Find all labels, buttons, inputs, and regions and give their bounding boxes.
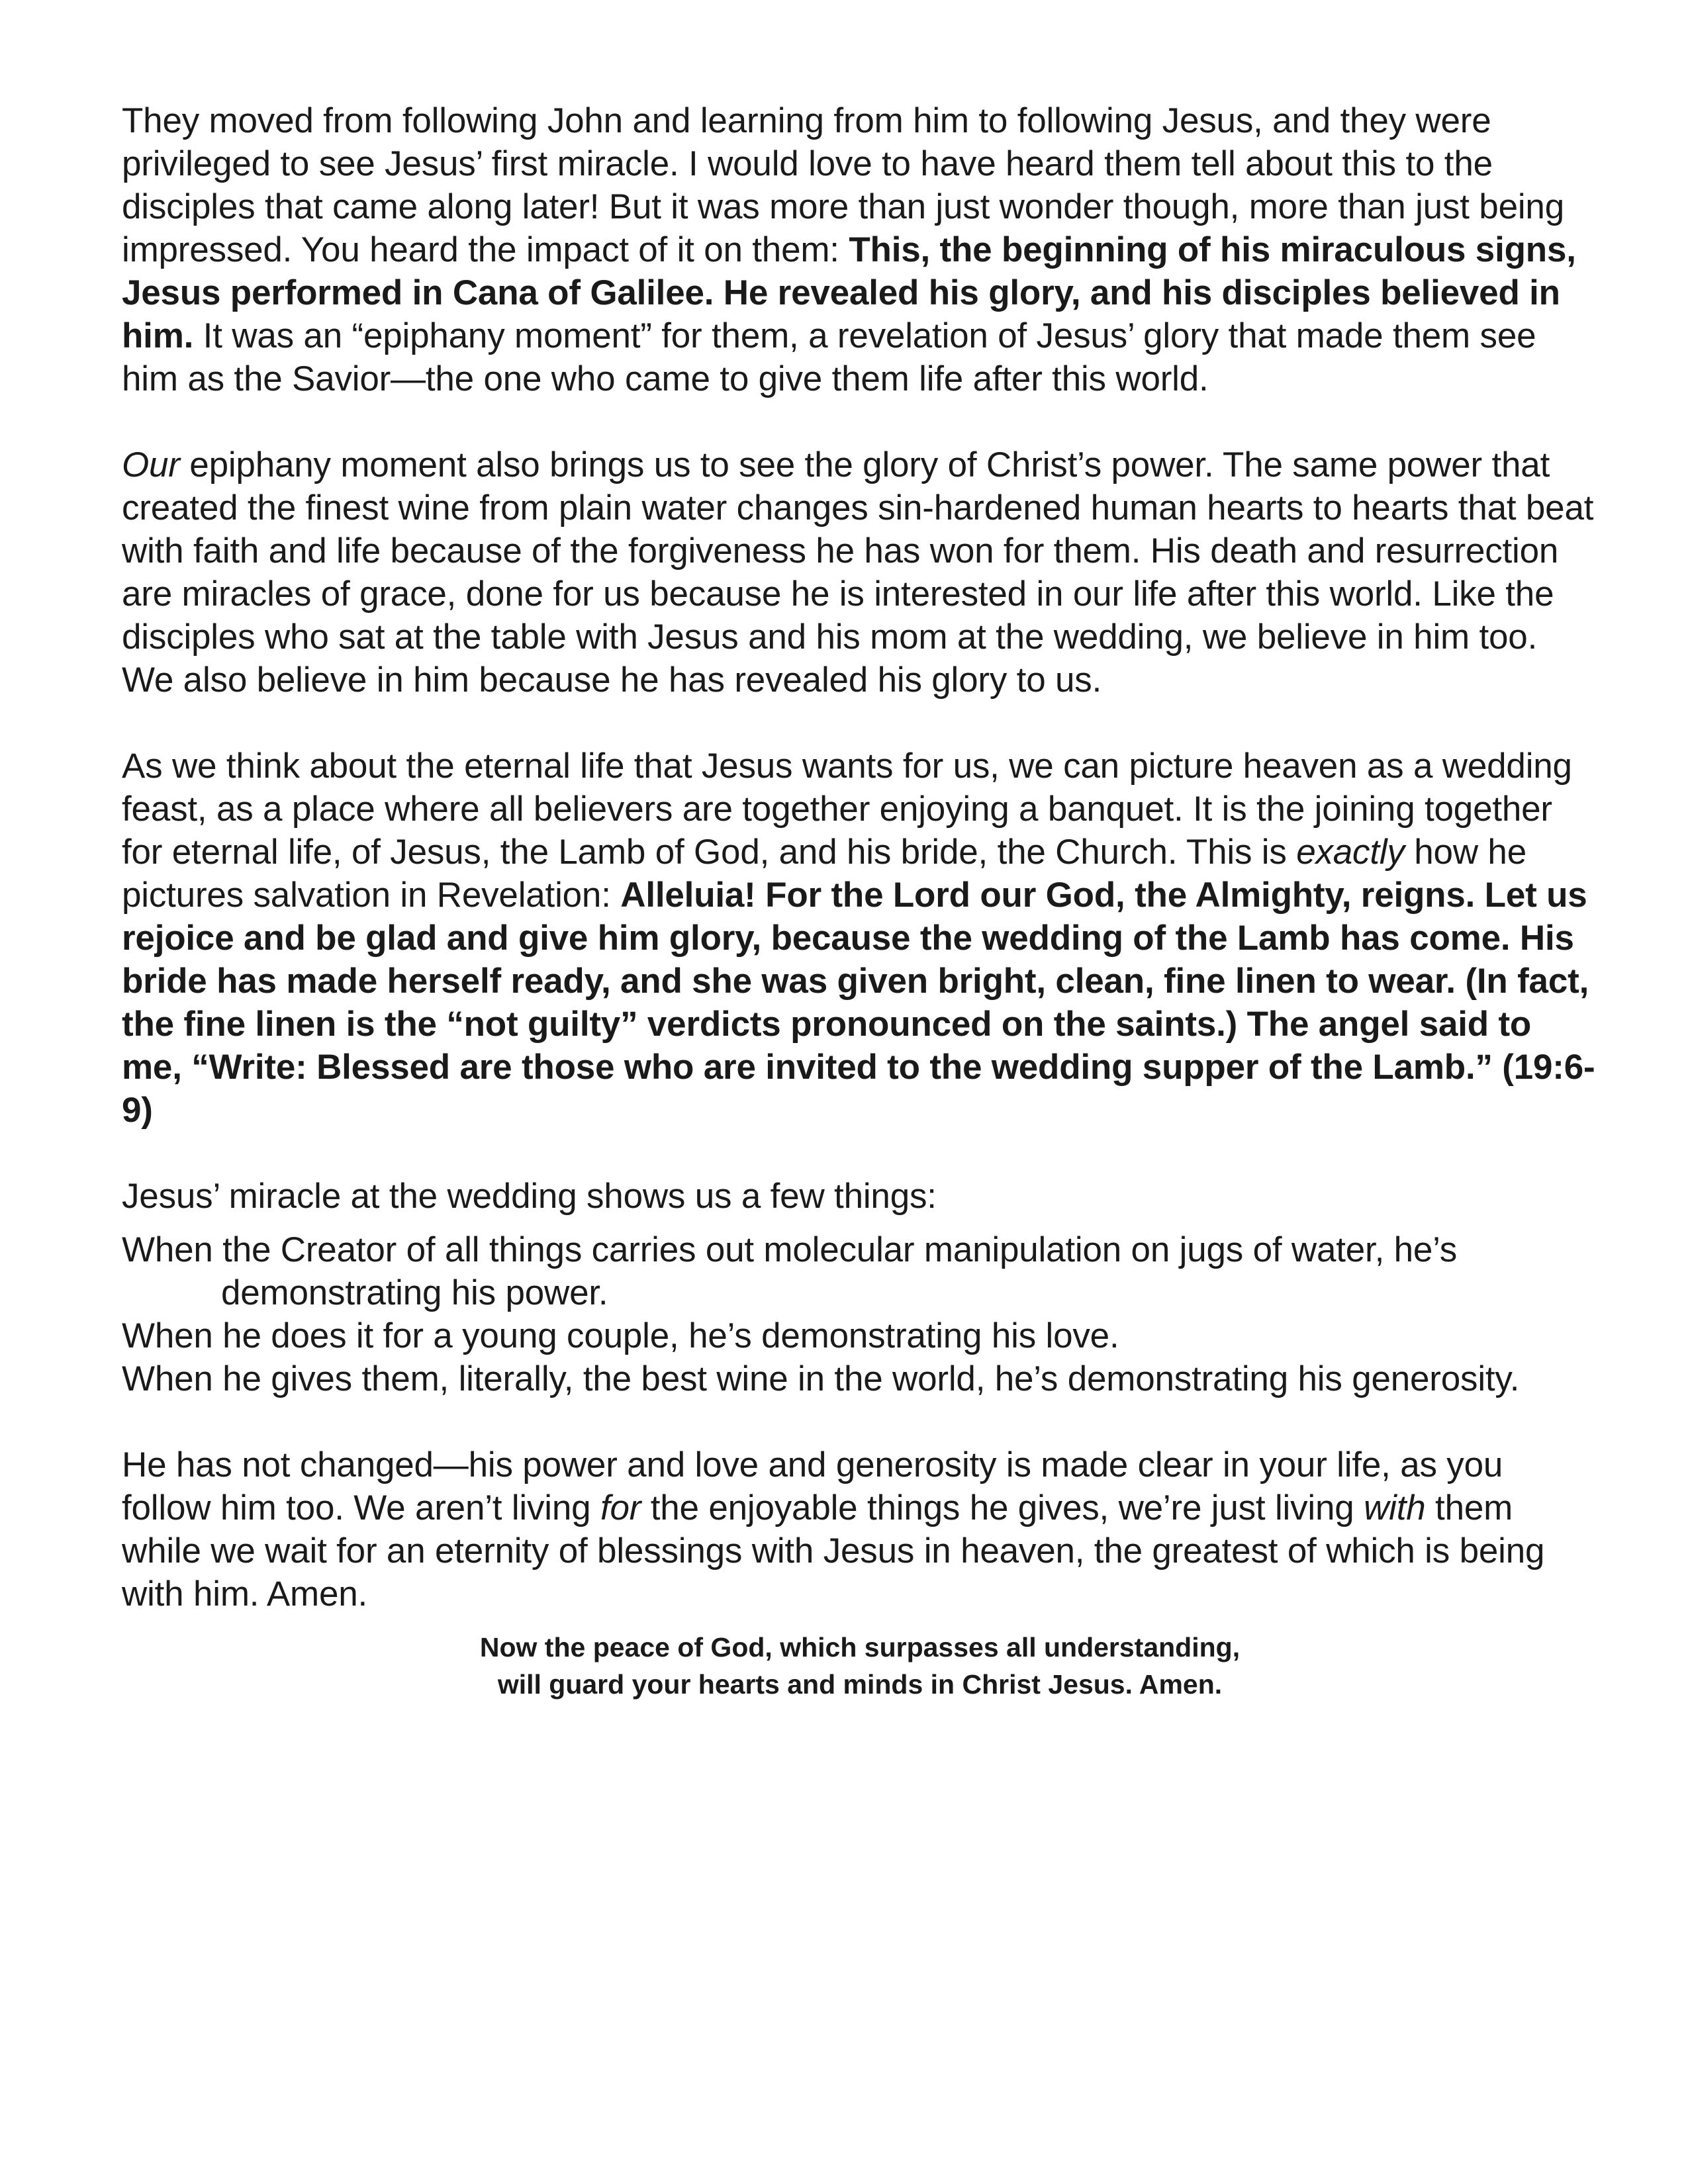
closing-benediction <box>122 1629 1598 1703</box>
paragraph-2 <box>122 443 1598 702</box>
closing-line-2: will guard your hearts and minds in Christ Jesus. Amen. <box>497 1669 1223 1700</box>
paragraph-text: He has not changed—his power and love and generosity is made clear in your life, as you follow him too. We aren’t living <box>122 1445 1503 1527</box>
emphasis-text: with <box>1364 1488 1426 1527</box>
list-item: When the Creator of all things carries out molecular manipulation on jugs of water, he’s demonstrating his power. <box>122 1230 1458 1312</box>
emphasis-text: Our <box>122 445 180 484</box>
scripture-quote: Alleluia! For the Lord our God, the Almighty, reigns. Let us rejoice and be glad and give him glory, because the wedding of the Lamb has come. His bride has made herself ready, and she was given bright, clean, fine linen to wear. (In fact, the fine linen is the “not guilty” verdicts pronounced on the saints.) The angel said to me, “Write: Blessed are those who are invited to the wedding supper of the Lamb.” (19:6-9) <box>122 876 1595 1130</box>
emphasis-text: exactly <box>1296 833 1405 872</box>
paragraph-text: As we think about the eternal life that Jesus wants for us, we can picture heaven as a wedding feast, as a place where all believers are together enjoying a banquet. It is the joining together for eternal life, of Jesus, the Lamb of God, and his bride, the Church. This is <box>122 747 1572 872</box>
things-list <box>122 1228 1598 1400</box>
paragraph-text: Jesus’ miracle at the wedding shows us a few things: <box>122 1177 937 1216</box>
emphasis-text: for <box>600 1488 641 1527</box>
paragraph-1 <box>122 99 1598 400</box>
paragraph-text: epiphany moment also brings us to see the glory of Christ’s power. The same power that created the finest wine from plain water changes sin-hardened human hearts to hearts that beat with faith and life because of the forgiveness he has won for them. His death and resurrection are miracles of grace, done for us because he is interested in our life after this world. Like the disciples who sat at the table with Jesus and his mom at the wedding, we believe in him too. We also believe in him because he has revealed his glory to us. <box>122 445 1594 700</box>
list-item: When he gives them, literally, the best wine in the world, he’s demonstrating his generosity. <box>122 1359 1520 1398</box>
final-paragraph <box>122 1443 1598 1615</box>
paragraph-text: the enjoyable things he gives, we’re just living <box>641 1488 1364 1527</box>
list-item: When he does it for a young couple, he’s demonstrating his love. <box>122 1316 1119 1355</box>
paragraph-text: them while we wait for an eternity of blessings with Jesus in heaven, the greatest of which is being with him. Amen. <box>122 1488 1545 1614</box>
paragraph-3 <box>122 745 1598 1132</box>
paragraph-4 <box>122 1175 1598 1218</box>
paragraph-text: how he pictures salvation in Revelation: <box>122 833 1526 915</box>
scripture-quote: This, the beginning of his miraculous signs, Jesus performed in Cana of Galilee. He revealed his glory, and his disciples believed in him. <box>122 230 1576 355</box>
paragraph-text: It was an “epiphany moment” for them, a revelation of Jesus’ glory that made them see him as the Savior—the one who came to give them life after this world. <box>122 316 1536 398</box>
paragraph-text: They moved from following John and learning from him to following Jesus, and they were privileged to see Jesus’ first miracle. I would love to have heard them tell about this to the disciples that came along later! But it was more than just wonder though, more than just being impressed. You heard the impact of it on them: <box>122 101 1564 269</box>
document-page <box>122 99 1598 1703</box>
closing-line-1: Now the peace of God, which surpasses all understanding, <box>479 1632 1241 1662</box>
